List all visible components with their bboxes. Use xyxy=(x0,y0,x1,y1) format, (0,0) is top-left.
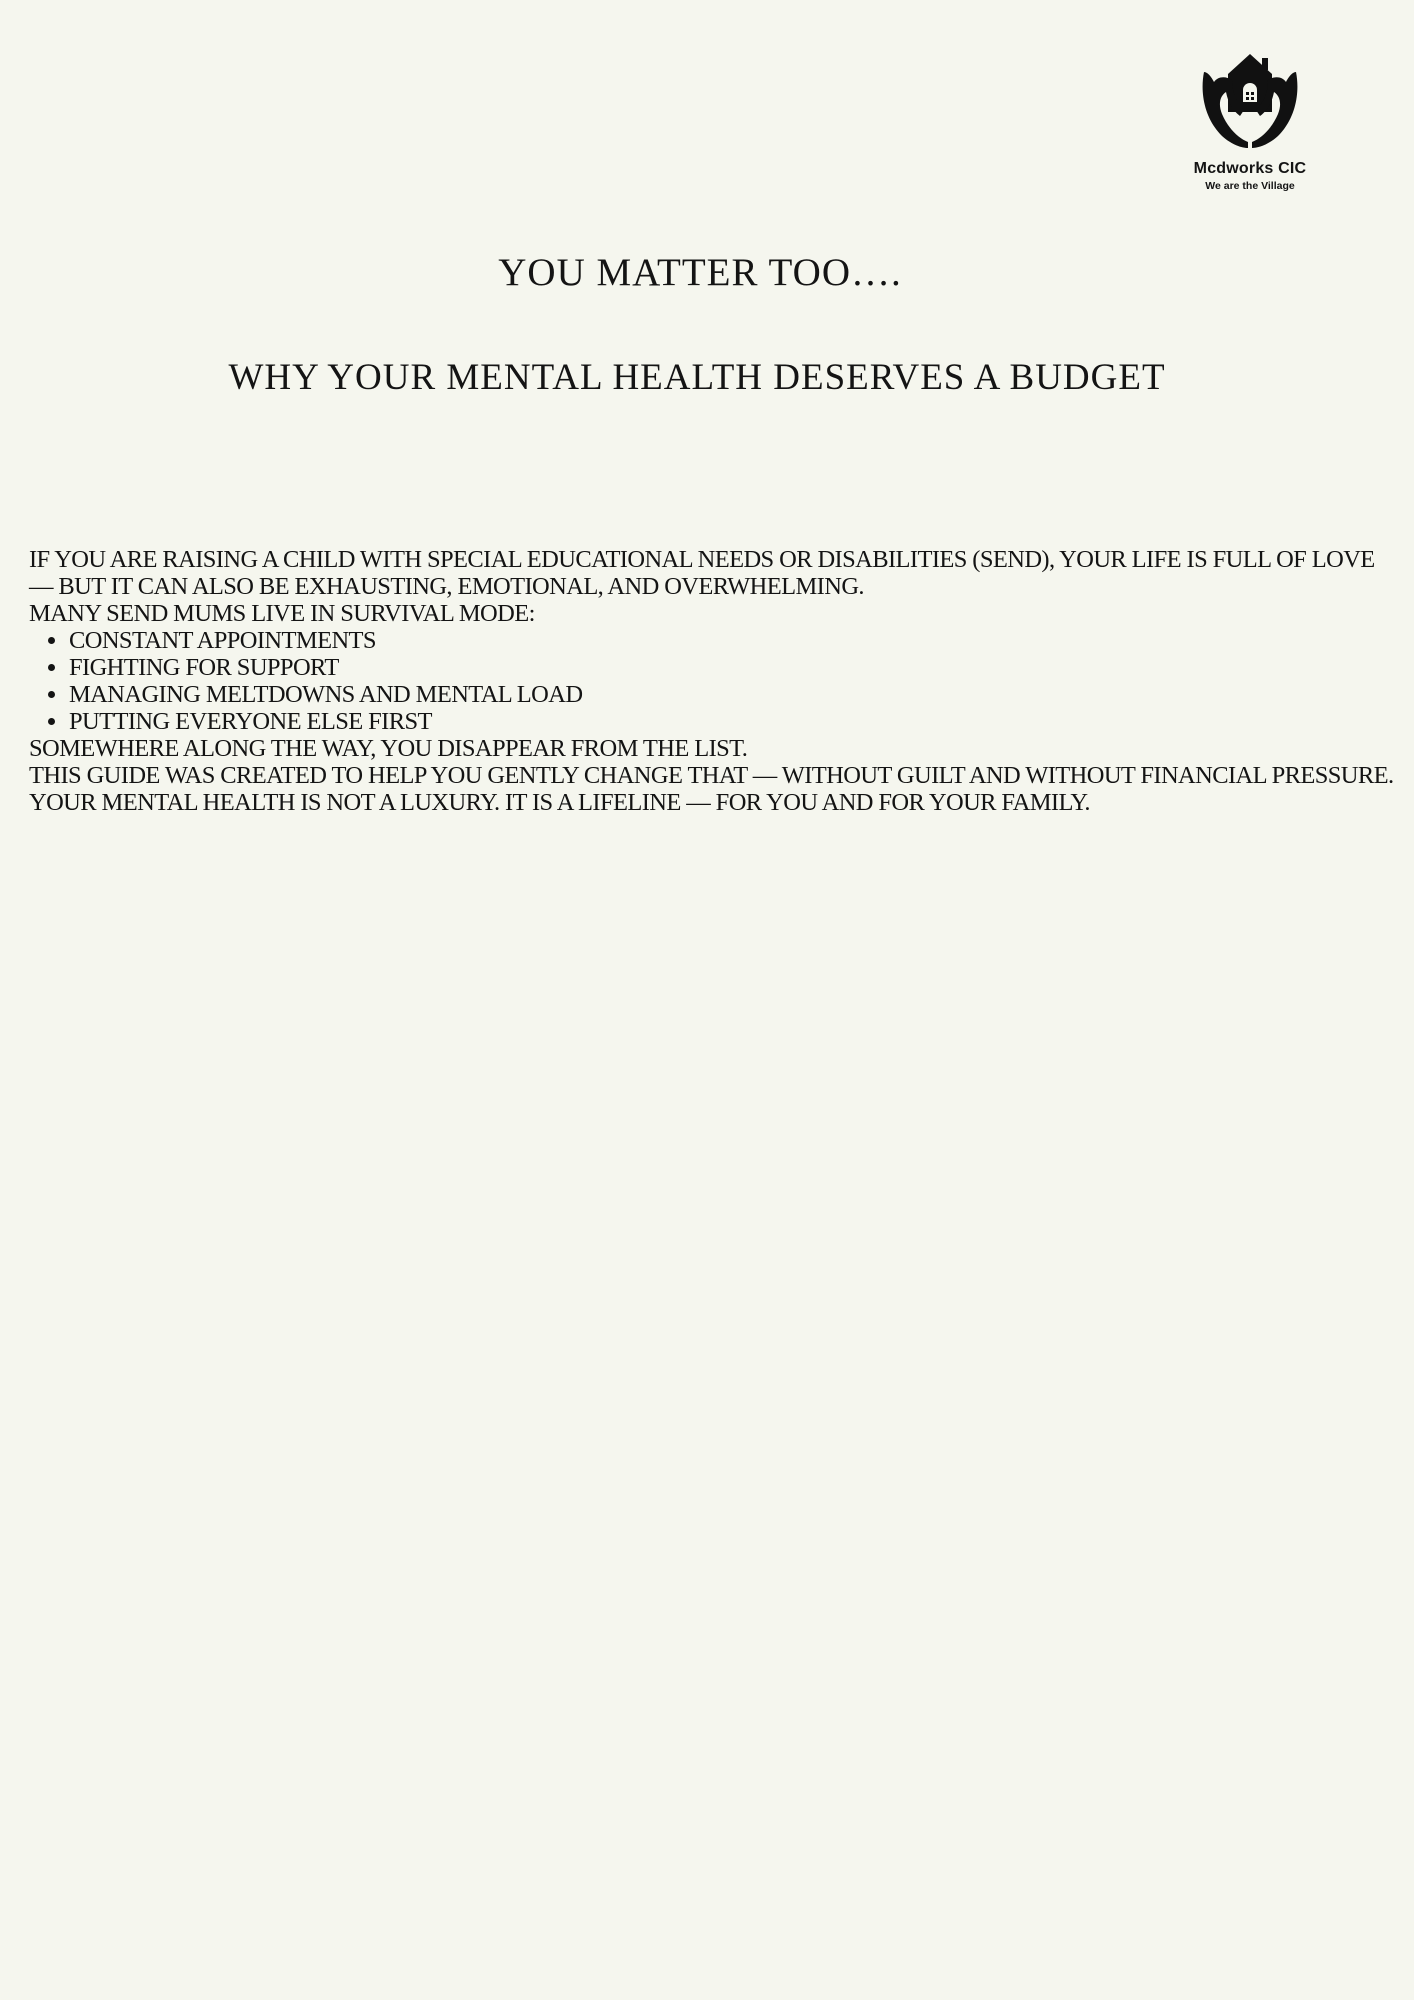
list-item: • MANAGING MELTDOWNS AND MENTAL LOAD xyxy=(69,681,1399,708)
page-subtitle: WHY YOUR MENTAL HEALTH DESERVES A BUDGET xyxy=(228,357,1166,398)
organization-logo xyxy=(1180,52,1320,192)
page-title: YOU MATTER TOO…. xyxy=(498,251,902,294)
survival-mode-list xyxy=(29,627,1399,735)
hands-holding-house-icon xyxy=(1180,52,1320,156)
organization-name: Mcdworks CIC xyxy=(1193,160,1307,177)
closing-paragraph-3: YOUR MENTAL HEALTH IS NOT A LUXURY. IT IS A LIFELINE — FOR YOU AND FOR YOUR FAMILY. xyxy=(29,789,1090,816)
list-intro: MANY SEND MUMS LIVE IN SURVIVAL MODE: xyxy=(29,600,535,627)
closing-paragraph-1: SOMEWHERE ALONG THE WAY, YOU DISAPPEAR FROM THE LIST. xyxy=(29,735,748,762)
body-content xyxy=(29,546,1399,816)
list-item: • CONSTANT APPOINTMENTS xyxy=(69,627,1399,654)
organization-tagline: We are the Village xyxy=(1205,180,1295,192)
closing-paragraph-2: THIS GUIDE WAS CREATED TO HELP YOU GENTLY CHANGE THAT — WITHOUT GUILT AND WITHOUT FINANCIAL PRESSURE. xyxy=(29,762,1394,789)
list-item: • FIGHTING FOR SUPPORT xyxy=(69,654,1399,681)
list-item: • PUTTING EVERYONE ELSE FIRST xyxy=(69,708,1399,735)
intro-paragraph: IF YOU ARE RAISING A CHILD WITH SPECIAL EDUCATIONAL NEEDS OR DISABILITIES (SEND), YOUR LIFE IS FULL OF LOVE — BUT IT CAN ALSO BE EXHAUSTING, EMOTIONAL, AND OVERWHELMING. xyxy=(29,546,1375,600)
